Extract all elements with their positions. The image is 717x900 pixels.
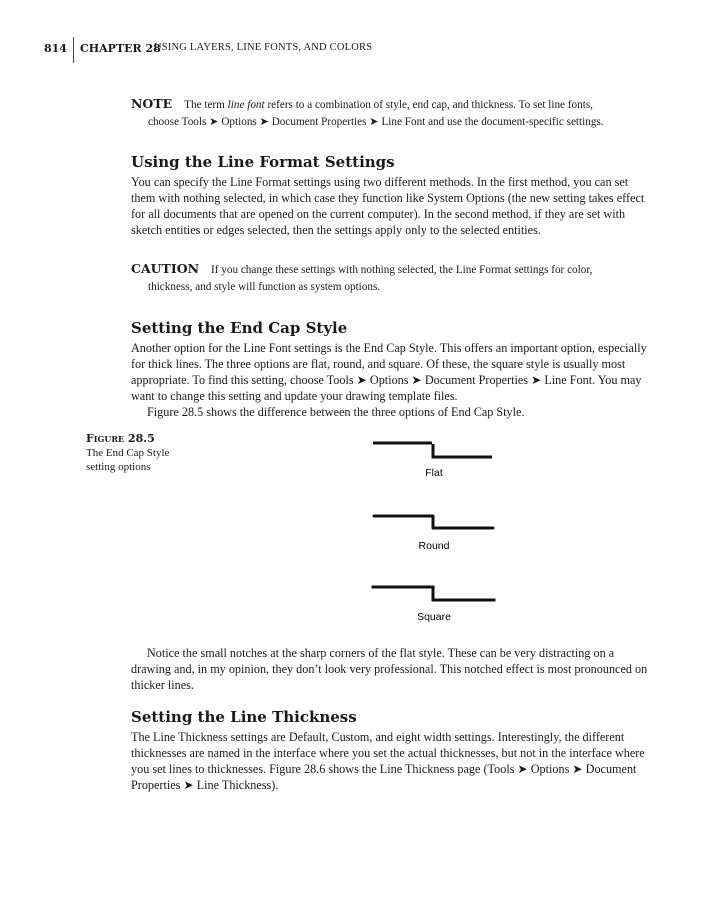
section-paragraph-end-cap: Another option for the Line Font settings is the End Cap Style. This offers an important option, especially for thick lines. The three options are flat, round, and square. Of these, the square style is usually most appropriate. To find this setting, choose Tools ➤ Options ➤ Document Properties ➤ Line Font. You may want to change this setting and update your drawing template files. (131, 341, 647, 403)
note-line-2: choose Tools ➤ Options ➤ Document Properties ➤ Line Font and use the document-specific settings. (148, 116, 604, 128)
end-cap-figure (360, 432, 510, 632)
page-number: 814 (44, 42, 67, 55)
round-cap-sample (374, 516, 493, 552)
square-cap-sample (373, 587, 494, 623)
section-heading-line-thickness: Setting the Line Thickness (131, 708, 357, 726)
caution-label: CAUTION (131, 261, 200, 276)
caution-text: If you change these settings with nothing selected, the Line Format settings for color, (211, 264, 593, 276)
figure-caption-line-1: The End Cap Style (86, 447, 170, 459)
section-paragraph-line-format: You can specify the Line Format settings using two different methods. In the first method, you can set them with nothing selected, in which case they function like System Options (the new setting takes effect for all documents that are opened on the current computer). In the second method, if they are set with sketch entities or edges selected, then the settings apply only to the selected entities. (131, 175, 645, 237)
flat-label: Flat (425, 467, 443, 479)
section-paragraph-figure-ref: Figure 28.5 shows the difference between the three options of End Cap Style. (147, 405, 525, 419)
note-label: NOTE (131, 96, 173, 111)
flat-cap-sample (373, 440, 492, 479)
caution-line-1 (131, 260, 651, 279)
header-divider (73, 37, 74, 63)
note-text-b: refers to a combination of style, end cap, and thickness. To set line fonts, (264, 99, 593, 111)
section-heading-end-cap: Setting the End Cap Style (131, 319, 348, 337)
caution-line-2: thickness, and style will function as system options. (148, 281, 381, 293)
figure-caption (86, 432, 196, 474)
caution-block (131, 260, 651, 296)
paragraph-notches: Notice the small notches at the sharp corners of the flat style. These can be very distracting on a drawing and, in my opinion, they don’t look very professional. This notched effect is most pronounced on thicker lines. (131, 646, 648, 692)
square-label: Square (417, 611, 451, 623)
figure-number: Figure 28.5 (86, 432, 155, 445)
section-paragraph-line-thickness: The Line Thickness settings are Default, Custom, and eight width settings. Interestingly, the different thicknesses are named in the interface where you set the actual thicknesses, but not in the interface where you set lines to thicknesses. Figure 28.6 shows the Line Thickness page (Tools ➤ Options ➤ Document Properties ➤ Line Thickness). (131, 730, 645, 792)
figure-caption-line-2: setting options (86, 461, 151, 473)
note-block (131, 95, 651, 131)
note-text-em: line font (227, 99, 265, 111)
round-label: Round (418, 540, 450, 552)
chapter-label: CHAPTER 28 (80, 42, 161, 55)
chapter-title: USING LAYERS, LINE FONTS, AND COLORS (154, 42, 373, 53)
note-line-1 (131, 95, 651, 114)
section-heading-line-format: Using the Line Format Settings (131, 153, 395, 171)
note-text-a: The term (184, 99, 228, 111)
